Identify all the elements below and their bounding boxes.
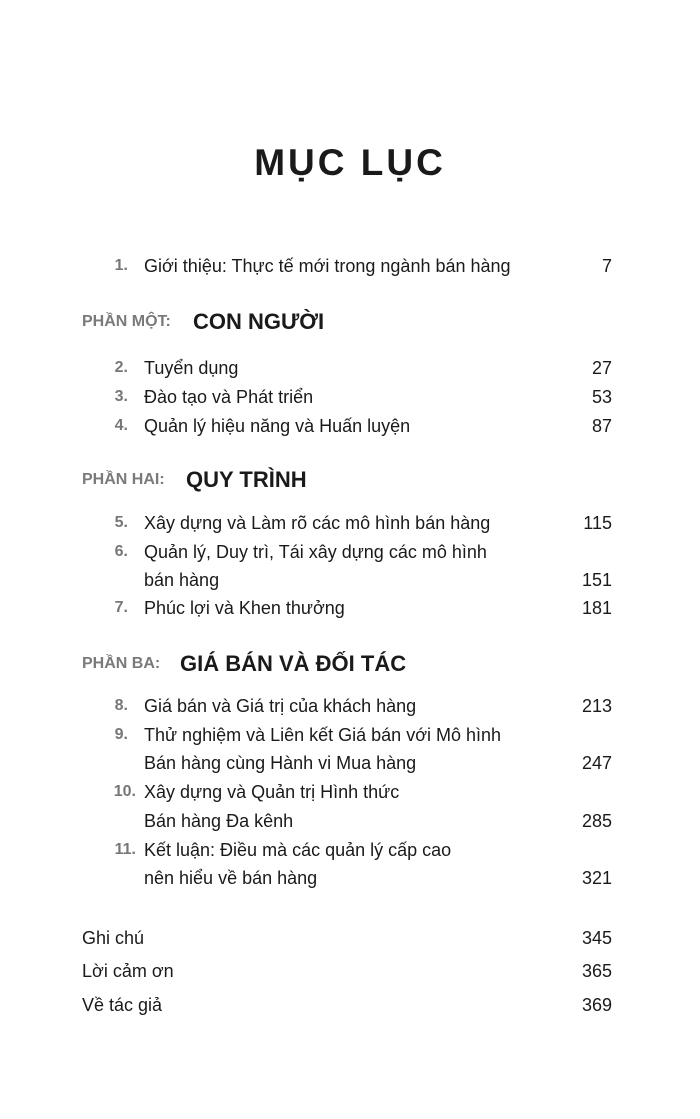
- toc-entry: [0, 538, 700, 566]
- page-number: 365: [581, 961, 612, 981]
- part-heading-two: [0, 462, 700, 498]
- toc-entry: [0, 383, 700, 411]
- page-number: 321: [581, 868, 612, 888]
- chapter-number: 11.: [114, 841, 136, 858]
- toc-entry: [0, 692, 700, 720]
- chapter-title-line: Thử nghiệm và Liên kết Giá bán với Mô hình: [144, 725, 502, 745]
- toc-entry-continuation: [0, 807, 700, 835]
- chapter-title-line: bán hàng: [144, 570, 220, 590]
- page-number: 345: [581, 928, 612, 948]
- part-heading-one: [0, 304, 700, 340]
- chapter-title: Giá bán và Giá trị của khách hàng: [144, 696, 417, 716]
- part-title: GIÁ BÁN VÀ ĐỐI TÁC: [180, 651, 407, 676]
- chapter-title: Giới thiệu: Thực tế mới trong ngành bán hàng: [144, 256, 511, 276]
- chapter-title-line: Quản lý, Duy trì, Tái xây dựng các mô hình: [144, 542, 487, 562]
- backmatter-title: Ghi chú: [82, 928, 145, 948]
- toc-entry: [0, 354, 700, 382]
- chapter-number: 5.: [114, 514, 128, 531]
- page-number: 369: [581, 995, 612, 1015]
- toc-entry: [0, 594, 700, 622]
- chapter-number: 1.: [114, 257, 128, 274]
- chapter-number: 10.: [113, 783, 136, 800]
- part-heading-three: [0, 646, 700, 682]
- part-label: PHẦN MỘT:: [82, 313, 171, 330]
- chapter-title-line: nên hiểu về bán hàng: [144, 868, 318, 888]
- page-number: 213: [581, 696, 612, 716]
- page-number: 53: [591, 387, 612, 407]
- chapter-title: Quản lý hiệu năng và Huấn luyện: [144, 416, 411, 436]
- part-title: CON NGƯỜI: [193, 309, 325, 334]
- toc-entry-backmatter: [0, 924, 700, 952]
- chapter-title-line: Bán hàng Đa kênh: [144, 811, 294, 831]
- chapter-title: Đào tạo và Phát triển: [144, 387, 314, 407]
- chapter-number: 7.: [114, 599, 128, 616]
- chapter-number: 9.: [114, 726, 128, 743]
- toc-entry: [0, 412, 700, 440]
- part-title: QUY TRÌNH: [186, 467, 307, 492]
- page-number: 27: [591, 358, 612, 378]
- toc-entry-backmatter: [0, 957, 700, 985]
- backmatter-title: Về tác giả: [82, 995, 163, 1015]
- chapter-number: 2.: [114, 359, 128, 376]
- toc-entry: [0, 778, 700, 806]
- toc-entry-intro: [0, 252, 700, 280]
- toc-entry-continuation: [0, 749, 700, 777]
- toc-entry: [0, 721, 700, 749]
- page-number: 115: [583, 513, 612, 533]
- chapter-title-line: Bán hàng cùng Hành vi Mua hàng: [144, 753, 417, 773]
- part-label: PHẦN HAI:: [82, 471, 165, 488]
- backmatter-title: Lời cảm ơn: [82, 961, 174, 981]
- chapter-title-line: Xây dựng và Quản trị Hình thức: [144, 782, 400, 802]
- page-number: 285: [581, 811, 612, 831]
- chapter-title-line: Kết luận: Điều mà các quản lý cấp cao: [144, 840, 452, 860]
- page-number: 87: [591, 416, 612, 436]
- page-number: 181: [581, 598, 612, 618]
- part-label: PHẦN BA:: [82, 655, 161, 672]
- page-title: MỤC LỤC: [254, 142, 446, 183]
- chapter-number: 8.: [114, 697, 128, 714]
- toc-entry: [0, 836, 700, 864]
- page-number: 7: [601, 256, 612, 276]
- toc-entry-backmatter: [0, 991, 700, 1019]
- page-number: 151: [581, 570, 612, 590]
- chapter-title: Phúc lợi và Khen thưởng: [144, 598, 345, 618]
- chapter-number: 6.: [114, 543, 128, 560]
- chapter-title: Tuyển dụng: [144, 358, 239, 378]
- chapter-number: 4.: [114, 417, 128, 434]
- chapter-number: 3.: [114, 388, 128, 405]
- page-number: 247: [581, 753, 612, 773]
- chapter-title: Xây dựng và Làm rõ các mô hình bán hàng: [144, 513, 491, 533]
- toc-entry-continuation: [0, 864, 700, 892]
- toc-entry-continuation: [0, 566, 700, 594]
- toc-entry: [0, 509, 700, 537]
